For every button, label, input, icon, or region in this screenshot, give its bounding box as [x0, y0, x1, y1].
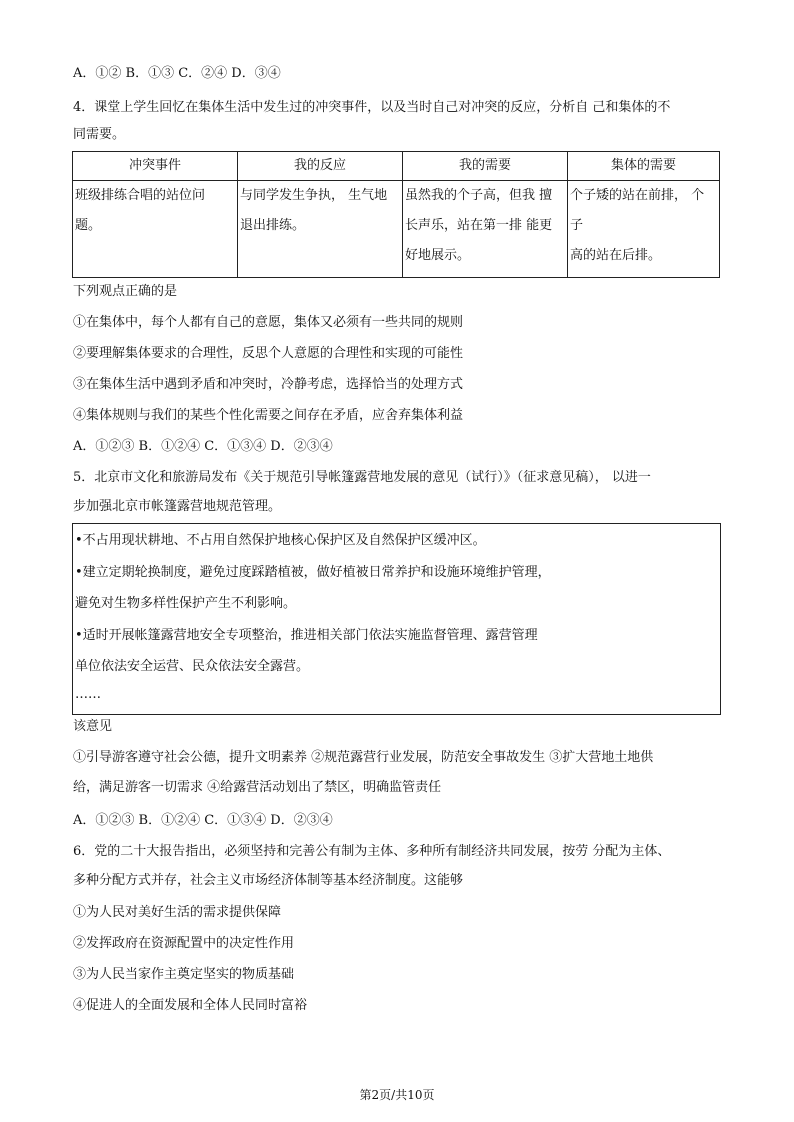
cell-line: 题。 [75, 218, 102, 233]
q4-stem-line2: 同需要。 [73, 127, 126, 142]
q6-statement: ①为人民对美好生活的需求提供保障 [73, 905, 282, 920]
policy-line: •不占用现状耕地、不占用自然保护地核心保护区及自然保护区缓冲区。 [75, 533, 486, 548]
cell-line: 退出排练。 [240, 218, 306, 233]
table-header-cell: 集体的需要 [568, 152, 720, 181]
q3-options: A．①② B．①③ C．②④ D．③④ [73, 66, 281, 81]
table-header-cell: 冲突事件 [73, 152, 238, 181]
q4-statement: ③在集体生活中遇到矛盾和冲突时，冷静考虑，选择恰当的处理方式 [73, 377, 464, 392]
table-header-row [73, 152, 720, 181]
q4-statement: ①在集体中，每个人都有自己的意愿，集体又必须有一些共同的规则 [73, 315, 464, 330]
table-header-cell: 我的需要 [403, 152, 568, 181]
q6-statement: ④促进人的全面发展和全体人民同时富裕 [73, 998, 308, 1013]
cell-line: 好地展示。 [405, 248, 471, 263]
q4-statement: ②要理解集体要求的合理性，反思个人意愿的合理性和实现的可能性 [73, 346, 464, 361]
q5-statement-line2: 给，满足游客一切需求 ④给露营活动划出了禁区，明确监管责任 [73, 780, 442, 795]
conflict-table [72, 151, 720, 278]
q4-question: 下列观点正确的是 [73, 284, 178, 299]
table-cell-event [73, 181, 238, 278]
q4-statement: ④集体规则与我们的某些个性化需要之间存在矛盾，应舍弃集体利益 [73, 408, 464, 423]
cell-line: 个子矮的站在前排， 个子 [570, 188, 705, 233]
q5-stem-line1: 5．北京市文化和旅游局发布《关于规范引导帐篷露营地发展的意见（试行）》（征求意见稿）， 以进一 [73, 470, 651, 485]
table-header-cell: 我的反应 [238, 152, 403, 181]
q6-statement: ②发挥政府在资源配置中的决定性作用 [73, 936, 295, 951]
policy-excerpt-box [72, 523, 721, 715]
q6-stem-line1: 6．党的二十大报告指出，必须坚持和完善公有制为主体、多种所有制经济共同发展，按劳 分配为主体、 [73, 844, 671, 859]
table-cell-my-need [403, 181, 568, 278]
policy-line: •建立定期轮换制度，避免过度踩踏植被，做好植被日常养护和设施环境维护管理， [75, 565, 551, 580]
q5-question: 该意见 [73, 719, 113, 734]
policy-line: •适时开展帐篷露营地安全专项整治，推进相关部门依法实施监督管理、露营管理 [75, 628, 538, 643]
table-row [73, 181, 720, 278]
table-cell-reaction [238, 181, 403, 278]
policy-line: 单位依法安全运营、民众依法安全露营。 [75, 659, 310, 674]
q4-options: A．①②③ B．①②④ C．①③④ D．②③④ [73, 439, 333, 454]
policy-line: 避免对生物多样性保护产生不利影响。 [75, 596, 297, 611]
q6-statement: ③为人民当家作主奠定坚实的物质基础 [73, 967, 295, 982]
q5-options: A．①②③ B．①②④ C．①③④ D．②③④ [73, 813, 333, 828]
cell-line: 虽然我的个子高，但我 擅 [405, 188, 553, 203]
cell-line: 与同学发生争执， 生气地 [240, 188, 388, 203]
q6-stem-line2: 多种分配方式并存，社会主义市场经济体制等基本经济制度。这能够 [73, 873, 464, 888]
cell-line: 长声乐，站在第一排 能更 [405, 218, 553, 233]
q5-statement-line1: ①引导游客遵守社会公德，提升文明素养 ②规范露营行业发展，防范安全事故发生 ③扩大营地土地供 [73, 750, 654, 765]
policy-line: …… [75, 687, 101, 702]
cell-line: 高的站在后排。 [570, 248, 662, 263]
page-footer: 第2页/共10页 [359, 1088, 435, 1102]
table-cell-group-need [568, 181, 720, 278]
cell-line: 班级排练合唱的站位问 [75, 188, 206, 203]
q5-stem-line2: 步加强北京市帐篷露营地规范管理。 [73, 499, 282, 514]
q4-stem-line1: 4．课堂上学生回忆在集体生活中发生过的冲突事件，以及当时自己对冲突的反应，分析自 己和集体的不 [73, 100, 671, 115]
